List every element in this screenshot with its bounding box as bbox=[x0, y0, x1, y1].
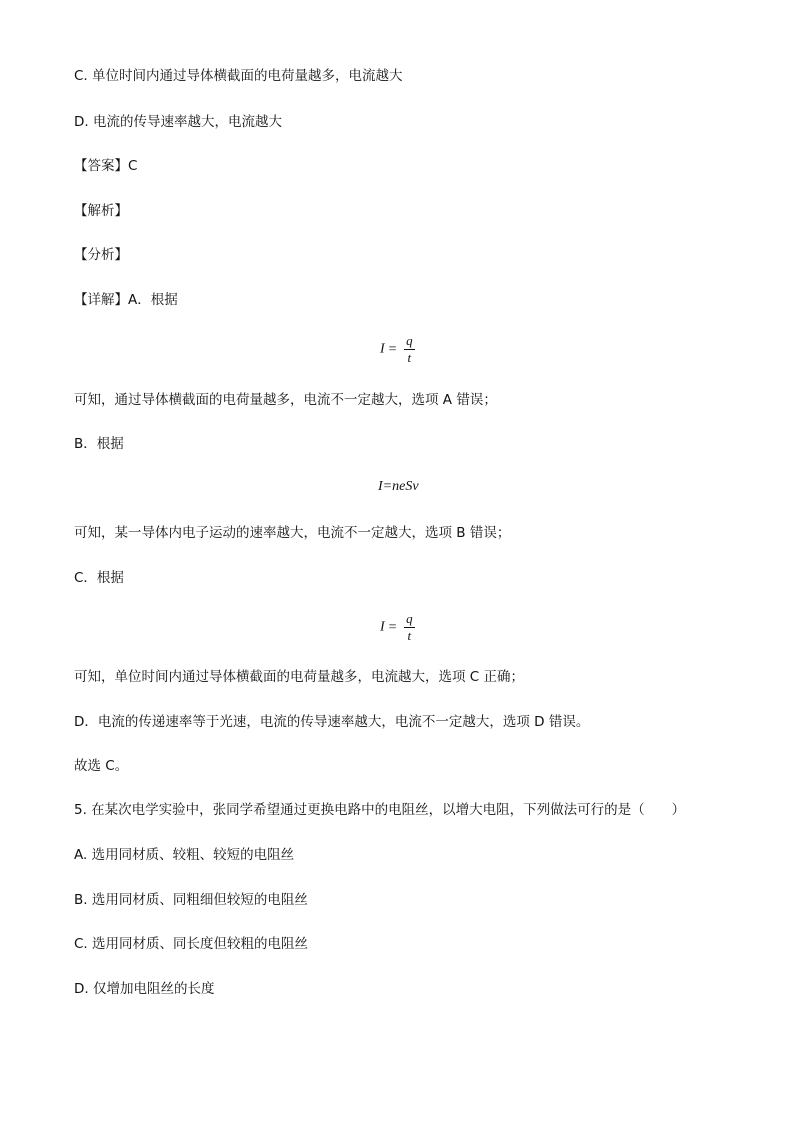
detail-b: B．根据 bbox=[74, 436, 124, 452]
formula-numerator: q bbox=[406, 611, 413, 626]
formula-numerator: q bbox=[406, 333, 413, 348]
conclusion-a: 可知，通过导体横截面的电荷量越多，电流不一定越大，选项 A 错误； bbox=[74, 392, 497, 408]
option-d-previous: D. 电流的传导速率越大，电流越大 bbox=[74, 114, 282, 130]
formula-lhs: I bbox=[380, 341, 385, 357]
formula-current-charge-1 bbox=[380, 333, 415, 366]
answer-label: 【答案】C bbox=[74, 158, 138, 174]
question-5-stem: 5. 在某次电学实验中，张同学希望通过更换电路中的电阻丝，以增大电阻，下列做法可行的是（ ） bbox=[74, 802, 686, 818]
question-5-option-a: A. 选用同材质、较粗、较短的电阻丝 bbox=[74, 847, 295, 863]
formula-current-charge-2 bbox=[380, 611, 415, 644]
question-5-option-d: D. 仅增加电阻丝的长度 bbox=[74, 981, 215, 997]
formula-fraction bbox=[404, 611, 415, 644]
conclusion-c: 可知，单位时间内通过导体横截面的电荷量越多，电流越大，选项 C 正确； bbox=[74, 669, 525, 685]
detail-a: 【详解】A．根据 bbox=[74, 292, 178, 308]
formula-denominator: t bbox=[407, 350, 412, 365]
question-5-option-b: B. 选用同材质、同粗细但较短的电阻丝 bbox=[74, 892, 308, 908]
formula-equals: = bbox=[388, 619, 397, 635]
question-5-option-c: C. 选用同材质、同长度但较粗的电阻丝 bbox=[74, 936, 309, 952]
formula-lhs: I bbox=[380, 619, 385, 635]
option-c-previous: C. 单位时间内通过导体横截面的电荷量越多，电流越大 bbox=[74, 68, 403, 84]
formula-current-nesv: I=neSv bbox=[378, 479, 419, 494]
analysis-label: 【解析】 bbox=[74, 203, 128, 219]
fenxi-label: 【分析】 bbox=[74, 247, 128, 263]
formula-fraction bbox=[404, 333, 415, 366]
formula-denominator: t bbox=[407, 628, 412, 643]
detail-c: C．根据 bbox=[74, 570, 124, 586]
final-choice: 故选 C。 bbox=[74, 758, 129, 774]
formula-equals: = bbox=[388, 341, 397, 357]
detail-d: D．电流的传递速率等于光速，电流的传导速率越大，电流不一定越大，选项 D 错误。 bbox=[74, 714, 590, 730]
conclusion-b: 可知，某一导体内电子运动的速率越大，电流不一定越大，选项 B 错误； bbox=[74, 525, 511, 541]
